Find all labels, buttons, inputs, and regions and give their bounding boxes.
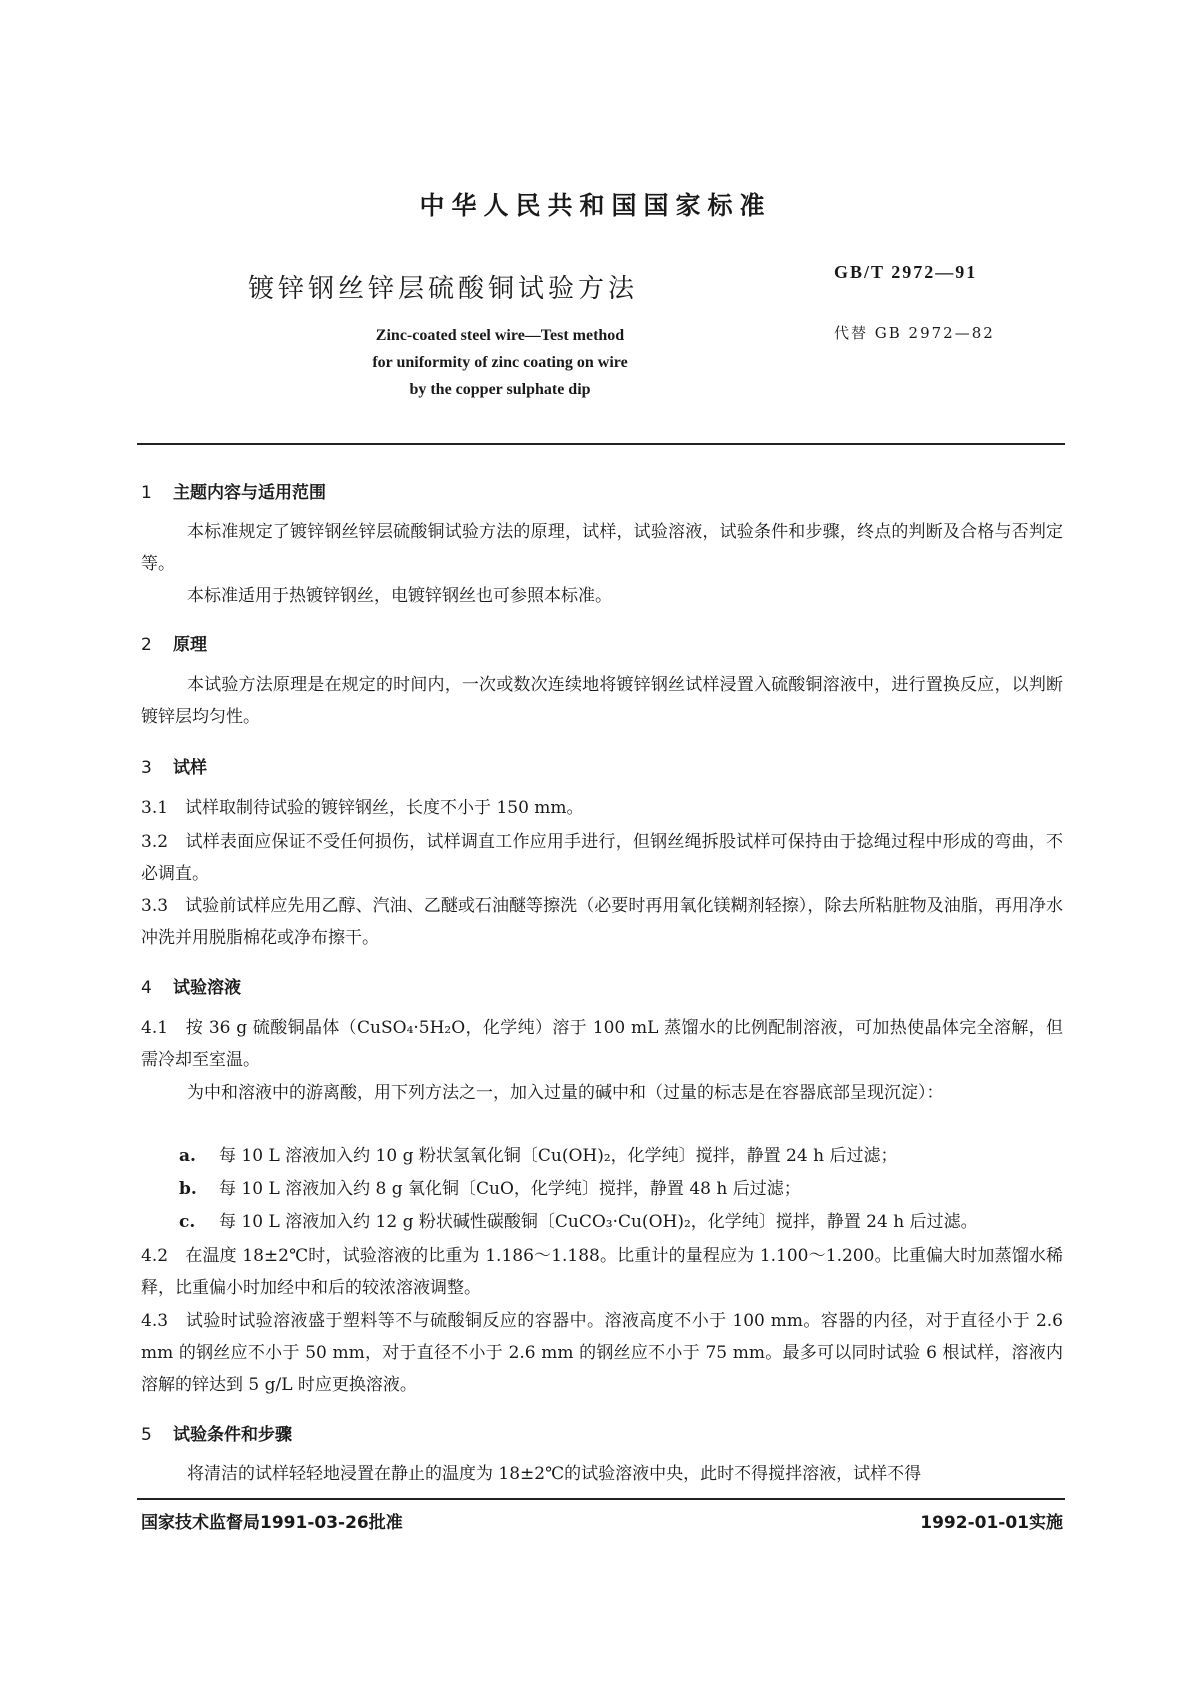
standard-title-cn: 镀锌钢丝锌层硫酸铜试验方法 [248,274,639,304]
section-title: 试验条件和步骤 [173,1425,292,1445]
section-2-paragraph-1: 本试验方法原理是在规定的时间内，一次或数次连续地将镀锌钢丝试样浸置入硫酸铜溶液中，进行置换反应，以判断镀锌层均匀性。 [141,675,1063,727]
section-1-paragraph-1: 本标准规定了镀锌钢丝锌层硫酸铜试验方法的原理，试样，试验溶液，试验条件和步骤，终点的判断及合格与否判定等。 [141,522,1063,574]
title-en-line-3: by the copper sulphate dip [409,381,591,398]
method-c [141,1206,1063,1238]
footer-divider [137,1498,1065,1500]
section-number: 4 [141,978,152,998]
list-text: 每 10 L 溶液加入约 12 g 粉状碱性碳酸铜〔CuCO₃·Cu(OH)₂，化学纯〕搅拌，静置 24 h 后过滤。 [219,1212,978,1232]
clause-3-3: 3.3 试验前试样应先用乙醇、汽油、乙醚或石油醚等擦洗（必要时再用氧化镁糊剂轻擦），除去所粘脏物及油脂，再用净水冲洗并用脱脂棉花或净布擦干。 [141,896,1063,948]
standard-code: GB/T 2972—91 [834,262,978,282]
section-number: 5 [141,1425,152,1445]
list-label: c. [179,1212,196,1232]
section-title: 试验溶液 [173,978,241,998]
section-number: 3 [141,758,152,778]
list-label: a. [179,1146,196,1166]
section-5-heading [141,1420,292,1445]
list-text: 每 10 L 溶液加入约 10 g 粉状氢氧化铜〔Cu(OH)₂，化学纯〕搅拌，静置 24 h 后过滤； [219,1146,898,1166]
replaces-code: 代替 GB 2972—82 [834,324,995,342]
section-2-heading [141,630,207,655]
title-en-line-1: Zinc-coated steel wire—Test method [375,327,625,344]
list-label: b. [179,1179,197,1199]
section-number: 2 [141,635,152,655]
effective-date: 1992-01-01实施 [920,1513,1063,1533]
method-b [141,1173,1063,1205]
clause-4-1: 4.1 按 36 g 硫酸铜晶体（CuSO₄·5H₂O，化学纯）溶于 100 mL 蒸馏水的比例配制溶液，可加热使晶体完全溶解，但需冷却至室温。 [141,1018,1063,1070]
list-text: 每 10 L 溶液加入约 8 g 氧化铜〔CuO，化学纯〕搅拌，静置 48 h 后过滤； [219,1179,801,1199]
section-number: 1 [141,483,152,503]
title-en-line-2: for uniformity of zinc coating on wire [372,354,628,371]
section-1-heading [141,478,326,503]
section-4-heading [141,973,241,998]
standard-title-en [300,322,700,403]
section-title: 原理 [173,635,207,655]
section-title: 试样 [173,758,207,778]
clause-3-2: 3.2 试样表面应保证不受任何损伤，试样调直工作应用手进行，但钢丝绳拆股试样可保持由于捻绳过程中形成的弯曲，不必调直。 [141,832,1063,884]
clause-3-1: 3.1 试样取制待试验的镀锌钢丝，长度不小于 150 mm。 [141,798,584,818]
header-divider [137,443,1065,445]
section-3-heading [141,753,207,778]
approval-date: 国家技术监督局1991-03-26批准 [141,1513,403,1533]
clause-4-3: 4.3 试验时试验溶液盛于塑料等不与硫酸铜反应的容器中。溶液高度不小于 100 mm。容器的内径，对于直径小于 2.6 mm 的钢丝应不小于 50 mm，对于直径不小于 2.6 mm 的钢丝应不小于 75 mm。最多可以同时试验 6 根试样，溶液内溶解的锌达到 5 g/L 时应更换溶液。 [141,1311,1063,1395]
clause-4-2: 4.2 在温度 18±2℃时，试验溶液的比重为 1.186～1.188。比重计的量程应为 1.100～1.200。比重偏大时加蒸馏水稀释，比重偏小时加经中和后的较浓溶液调整。 [141,1246,1063,1298]
section-5-paragraph-1: 将清洁的试样轻轻地浸置在静止的温度为 18±2℃的试验溶液中央，此时不得搅拌溶液，试样不得 [187,1464,922,1484]
neutralization-intro: 为中和溶液中的游离酸，用下列方法之一，加入过量的碱中和（过量的标志是在容器底部呈现沉淀）： [187,1083,944,1103]
section-title: 主题内容与适用范围 [173,483,326,503]
national-standard-heading: 中华人民共和国国家标准 [419,191,772,220]
section-1-paragraph-2: 本标准适用于热镀锌钢丝，电镀锌钢丝也可参照本标准。 [187,586,612,606]
method-a [141,1140,1063,1172]
